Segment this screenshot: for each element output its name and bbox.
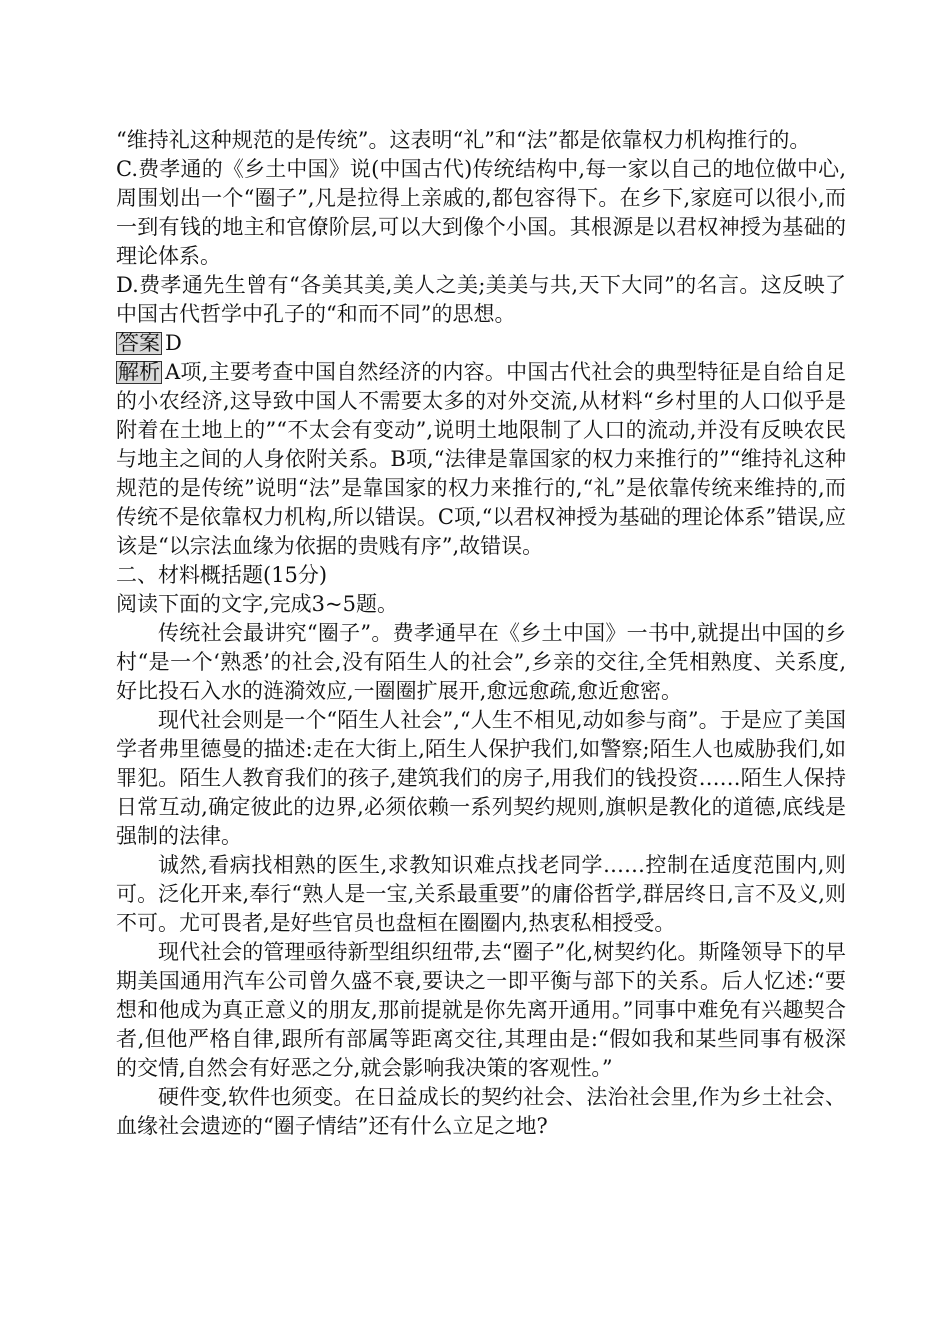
- answer-value: D: [165, 331, 182, 355]
- passage-paragraph-4: 现代社会的管理亟待新型组织纽带,去“圈子”化,树契约化。斯隆领导下的早期美国通用汽车公司曾久盛不衰,要诀之一即平衡与部下的关系。后人忆述:“要想和他成为真正意义的朋友,那前提就是你先离开通用。”同事中难免有兴趣契合者,但他严格自律,跟所有部属等距离交往,其理由是:“假如我和某些同事有极深的交情,自然会有好恶之分,就会影响我决策的客观性。”: [116, 940, 846, 1080]
- document-page: [116, 126, 846, 1141]
- option-b-continuation: “维持礼这种规范的是传统”。这表明“礼”和“法”都是依靠权力机构推行的。: [116, 128, 811, 152]
- analysis-tag: 解析: [118, 360, 160, 384]
- option-d: D.费孝通先生曾有“各美其美,美人之美;美美与共,天下大同”的名言。这反映了中国古代哲学中孔子的“和而不同”的思想。: [116, 273, 846, 326]
- answer-tag: 答案: [118, 331, 160, 355]
- analysis-text: A项,主要考查中国自然经济的内容。中国古代社会的典型特征是自给自足的小农经济,这导致中国人不需要太多的对外交流,从材料“乡村里的人口似乎是附着在土地上的”“不太会有变动”,说明土地限制了人口的流动,并没有反映农民与地主之间的人身依附关系。B项,“法律是靠国家的权力来推行的”“维持礼这种规范的是传统”说明“法”是靠国家的权力来推行的,“礼”是依靠传统来维持的,而传统不是依靠权力机构,所以错误。C项,“以君权神授为基础的理论体系”错误,应该是“以宗法血缘为依据的贵贱有序”,故错误。: [116, 360, 846, 558]
- passage-paragraph-5: 硬件变,软件也须变。在日益成长的契约社会、法治社会里,作为乡土社会、血缘社会遗迹的“圈子情结”还有什么立足之地?: [116, 1085, 846, 1138]
- passage-paragraph-2: 现代社会则是一个“陌生人社会”,“人生不相见,动如参与商”。于是应了美国学者弗里德曼的描述:走在大街上,陌生人保护我们,如警察;陌生人也威胁我们,如罪犯。陌生人教育我们的孩子,建筑我们的房子,用我们的钱投资……陌生人保持日常互动,确定彼此的边界,必须依赖一系列契约规则,旗帜是教化的道德,底线是强制的法律。: [116, 708, 846, 848]
- analysis-block: [116, 358, 846, 561]
- section-instruction: 阅读下面的文字,完成3~5题。: [116, 592, 398, 616]
- answer-line: [116, 329, 846, 358]
- option-c: C.费孝通的《乡土中国》说(中国古代)传统结构中,每一家以自己的地位做中心,周围划出一个“圈子”,凡是拉得上亲戚的,都包容得下。在乡下,家庭可以很小,而一到有钱的地主和官僚阶层,可以大到像个小国。其根源是以君权神授为基础的理论体系。: [116, 157, 846, 268]
- passage-paragraph-1: 传统社会最讲究“圈子”。费孝通早在《乡土中国》一书中,就提出中国的乡村“是一个‘熟悉’的社会,没有陌生人的社会”,乡亲的交往,全凭相熟度、关系度,好比投石入水的涟漪效应,一圈圈扩展开,愈远愈疏,愈近愈密。: [116, 621, 846, 703]
- section-heading: 二、材料概括题(15分): [116, 563, 328, 587]
- passage-paragraph-3: 诚然,看病找相熟的医生,求教知识难点找老同学……控制在适度范围内,则可。泛化开来,奉行“熟人是一宝,关系最重要”的庸俗哲学,群居终日,言不及义,则不可。尤可畏者,是好些官员也盘桓在圈圈内,热衷私相授受。: [116, 853, 846, 935]
